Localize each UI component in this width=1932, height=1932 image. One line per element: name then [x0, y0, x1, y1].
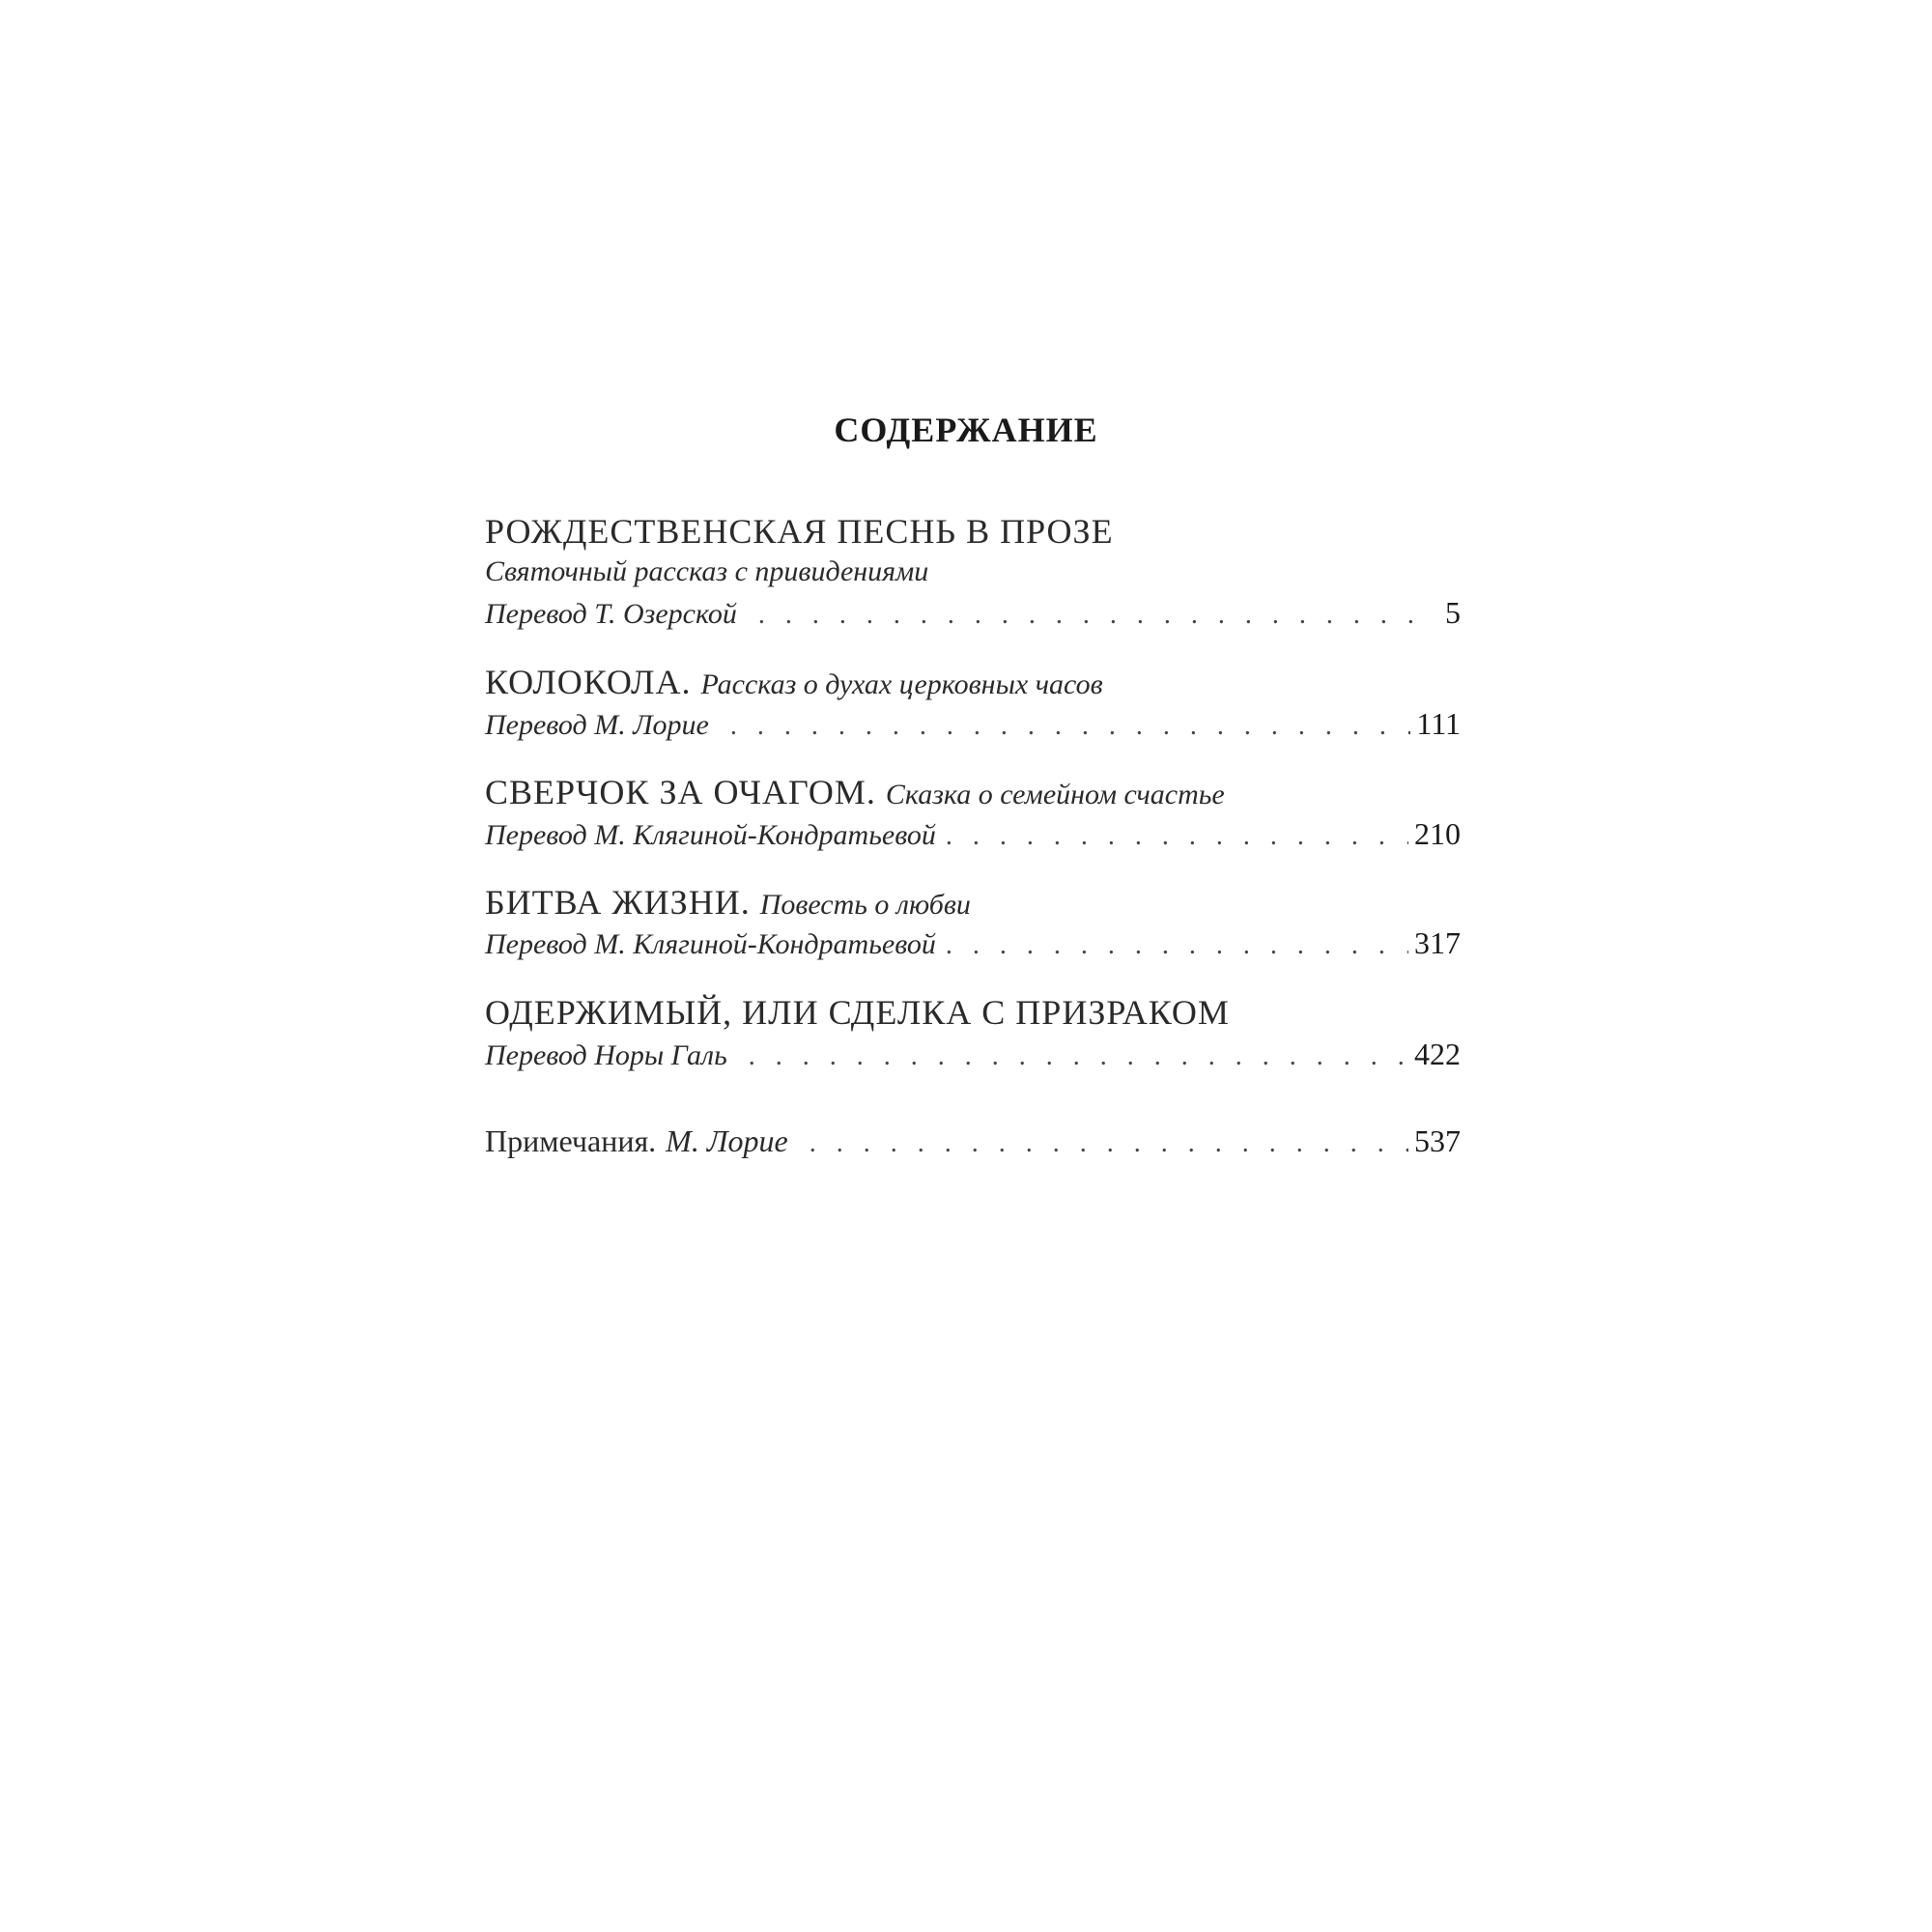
toc-entry-translator: Перевод Норы Галь [485, 1039, 727, 1071]
toc-entry-title: РОЖДЕСТВЕНСКАЯ ПЕСНЬ В ПРОЗЕ [485, 512, 1114, 551]
toc-entry-subtitle: Рассказ о духах церковных часов [700, 668, 1103, 700]
toc-entry-4-translator-line[interactable] [485, 921, 1461, 965]
dot-leader [730, 704, 1411, 749]
toc-entry-subtitle: Повесть о любви [759, 889, 971, 921]
toc-entry-subtitle: Сказка о семейном счастье [885, 779, 1225, 810]
toc-entry-page-number: 317 [1414, 925, 1461, 960]
toc-entry-translator: Перевод Т. Озерской [485, 598, 737, 630]
dot-leader [946, 923, 1408, 968]
toc-entry-translator: Перевод М. Лорие [485, 709, 709, 741]
page-title: СОДЕРЖАНИЕ [834, 411, 1098, 449]
toc-entry-5-title-line [485, 990, 1461, 1035]
toc-entry-title: ОДЕРЖИМЫЙ, ИЛИ СДЕЛКА С ПРИЗРАКОМ [485, 993, 1230, 1032]
toc-entry-page-number: 422 [1414, 1037, 1461, 1071]
toc-entry-page-number: 5 [1445, 595, 1461, 630]
notes-author: М. Лорие [666, 1123, 788, 1158]
dot-leader [749, 1035, 1408, 1079]
toc-entry-4-title-line [485, 880, 1461, 924]
toc-entry-1-title-line [485, 509, 1461, 554]
toc-entry-5-translator-line[interactable] [485, 1032, 1461, 1076]
toc-entry-translator: Перевод М. Клягиной-Кондратьевой [485, 819, 936, 851]
toc-notes-line[interactable] [485, 1119, 1461, 1163]
toc-entry-subtitle: Святочный рассказ с привидениями [485, 555, 929, 587]
toc-entry-2-translator-line[interactable] [485, 701, 1461, 746]
toc-entry-page-number: 210 [1414, 816, 1461, 851]
toc-entry-2-title-line [485, 660, 1461, 704]
dot-leader [810, 1122, 1408, 1166]
toc-entry-1-translator-line[interactable] [485, 590, 1461, 635]
dot-leader [758, 593, 1435, 638]
toc-entry-title: СВЕРЧОК ЗА ОЧАГОМ. [485, 773, 876, 811]
toc-entry-page-number: 111 [1416, 706, 1461, 741]
toc-entry-title: БИТВА ЖИЗНИ. [485, 883, 751, 922]
notes-label: Примечания. [485, 1123, 657, 1158]
toc-entry-3-title-line [485, 770, 1461, 814]
toc-entry-title: КОЛОКОЛА. [485, 663, 692, 701]
toc-entry-translator: Перевод М. Клягиной-Кондратьевой [485, 928, 936, 960]
toc-entry-3-translator-line[interactable] [485, 811, 1461, 856]
toc-entry-page-number: 537 [1414, 1123, 1461, 1158]
toc-entry-1-subtitle-line [485, 550, 1461, 594]
dot-leader [946, 814, 1408, 859]
